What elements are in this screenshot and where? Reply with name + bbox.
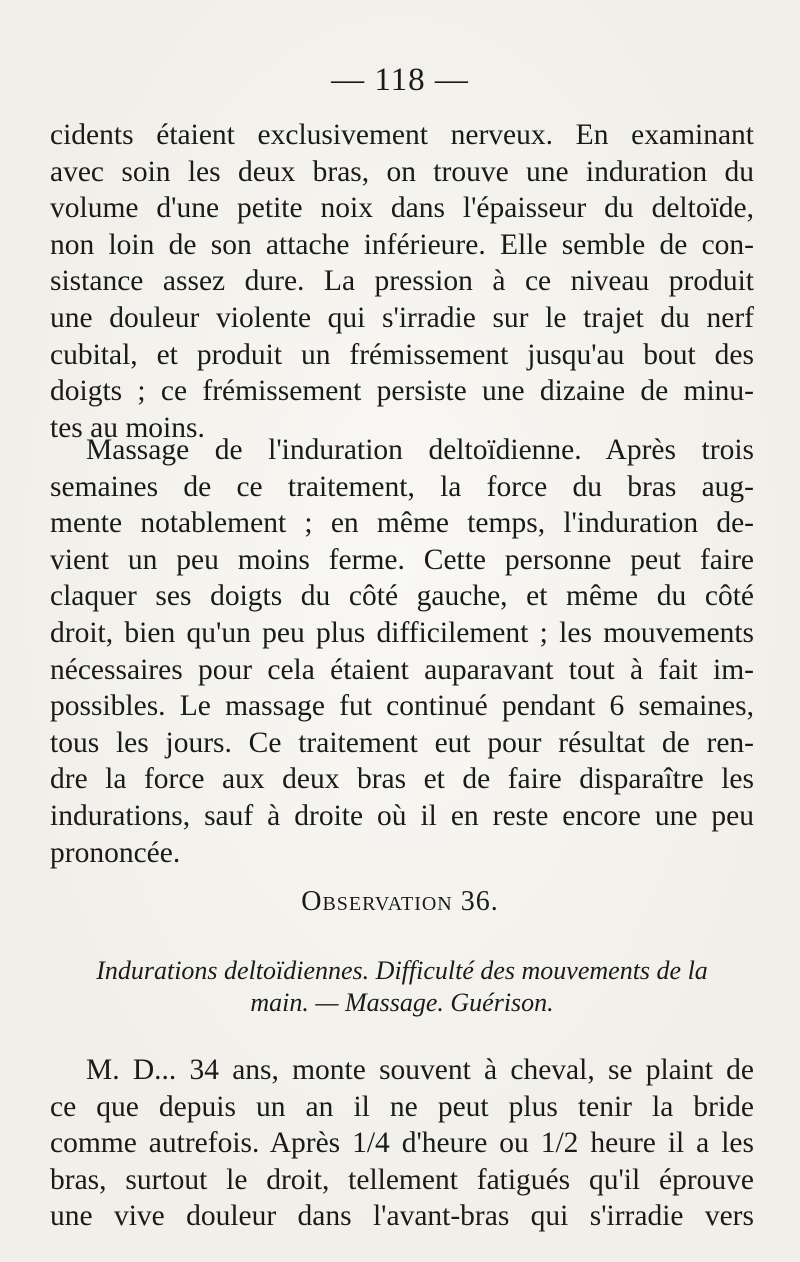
paragraph-1: [50, 117, 754, 446]
text-line: possibles. Le massage fut continué pendant 6 semaines,: [50, 690, 754, 723]
text-line: comme autrefois. Après 1/4 d'heure ou 1/2 heure il a les: [50, 1127, 754, 1160]
text-line: cidents étaient exclusivement nerveux. En examinant: [50, 119, 754, 151]
text-line: tous les jours. Ce traitement eut pour résultat de ren-: [50, 726, 754, 759]
text-line: droit, bien qu'un peu plus difficilement ; les mouvements: [50, 616, 754, 649]
text-line: Massage de l'induration deltoïdienne. Après trois: [86, 434, 754, 466]
text-line: bras, surtout le droit, tellement fatigués qu'il éprouve: [50, 1163, 754, 1196]
text-line: cubital, et produit un frémissement jusqu'au bout des: [50, 338, 754, 371]
text-line: volume d'une petite noix dans l'épaisseur du deltoïde,: [50, 192, 754, 225]
page-number: — 118 —: [331, 62, 469, 98]
text-line: claquer ses doigts du côté gauche, et même du côté: [50, 580, 754, 613]
text-line: non loin de son attache inférieure. Elle semble de con-: [50, 228, 754, 261]
text-line: prononcée.: [50, 836, 181, 869]
text-line: une vive douleur dans l'avant-bras qui s'irradie vers: [50, 1200, 754, 1233]
text-line: sistance assez dure. La pression à ce niveau produit: [50, 265, 754, 298]
text-line: nécessaires pour cela étaient auparavant tout à fait im-: [50, 653, 754, 686]
text-line: dre la force aux deux bras et de faire disparaître les: [50, 763, 754, 796]
subtitle-line: main. — Massage. Guérison.: [250, 988, 554, 1017]
subtitle-line: Indurations deltoïdiennes. Difficulté des mouvements de la: [96, 956, 708, 985]
observation-subtitle: [50, 955, 754, 1019]
text-line: doigts ; ce frémissement persiste une dizaine de minu-: [50, 375, 754, 408]
text-line: tes au moins.: [50, 411, 205, 444]
text-line: indurations, sauf à droite où il en reste encore une peu: [50, 799, 754, 832]
text-line: avec soin les deux bras, on trouve une induration du: [50, 155, 754, 188]
text-line: mente notablement ; en même temps, l'induration de-: [50, 507, 754, 540]
text-line: une douleur violente qui s'irradie sur le trajet du nerf: [50, 301, 754, 334]
text-line: M. D... 34 ans, monte souvent à cheval, se plaint de: [86, 1054, 754, 1086]
text-line: vient un peu moins ferme. Cette personne peut faire: [50, 543, 754, 576]
text-line: semaines de ce traitement, la force du bras aug-: [50, 470, 754, 503]
text-line: ce que depuis un an il ne peut plus tenir la bride: [50, 1090, 754, 1123]
paragraph-2: [50, 432, 754, 871]
paragraph-3: [50, 1052, 754, 1235]
observation-title: Observation 36.: [301, 886, 499, 917]
